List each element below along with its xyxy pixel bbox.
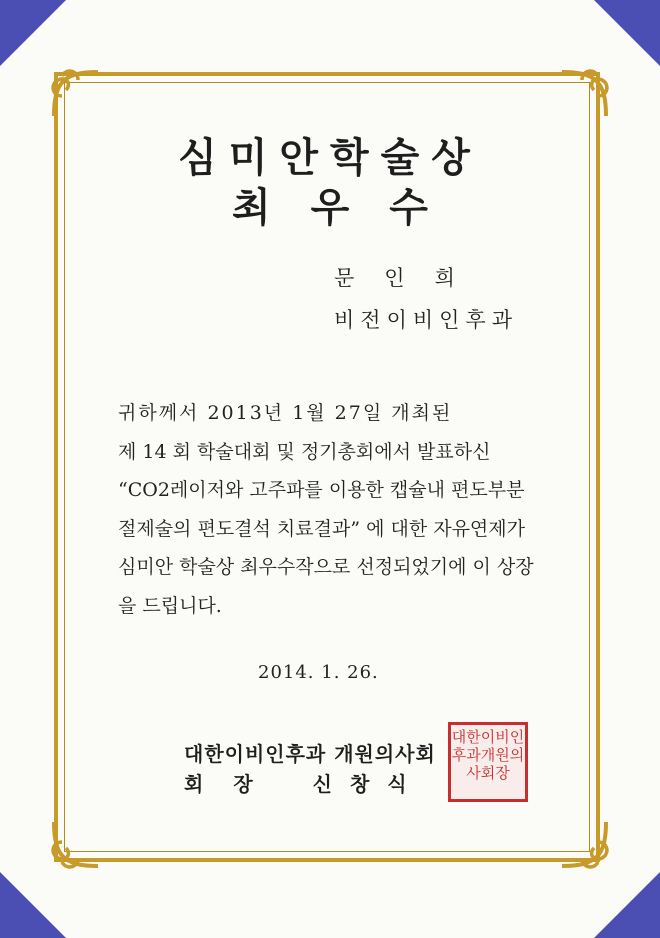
body-line: 심미안 학술상 최우수작으로 선정되었기에 이 상장 [118, 556, 534, 578]
body-line: “CO2레이저와 고주파를 이용한 캡슐내 편도부분 [118, 479, 525, 501]
issuer-president [184, 768, 425, 797]
corner-tab-top-right [594, 0, 660, 66]
award-grade: 최우수 [232, 184, 468, 231]
issuer-name: 신창식 [312, 772, 425, 796]
flourish-ornament-icon [44, 812, 108, 876]
body-line: 절제술의 편도결석 치료결과” 에 대한 자유연제가 [118, 517, 525, 540]
body-line: 을 드립니다. [118, 594, 222, 617]
body-line: 제 14 회 학술대회 및 정기총회에서 발표하신 [118, 440, 491, 463]
certificate-body [118, 394, 588, 625]
flourish-ornament-icon [552, 62, 616, 126]
body-line: 귀하께서 2013년 1월 27일 개최된 [118, 402, 453, 424]
issuer-organization: 대한이비인후과 개원의사회 [184, 742, 436, 766]
issuer-role: 회장 [184, 772, 283, 796]
award-title: 심미안학술상 [178, 134, 482, 181]
corner-tab-bottom-left [0, 872, 66, 938]
flourish-ornament-icon [44, 62, 108, 126]
issue-date: 2014. 1. 26. [258, 662, 379, 683]
corner-tab-bottom-right [594, 872, 660, 938]
official-seal-stamp: 대한이비인후과개원의사회장 [448, 722, 528, 802]
flourish-ornament-icon [552, 812, 616, 876]
recipient-name: 문인희 [334, 266, 485, 290]
recipient-department: 비전이비인후과 [334, 308, 519, 332]
corner-tab-top-left [0, 0, 66, 66]
